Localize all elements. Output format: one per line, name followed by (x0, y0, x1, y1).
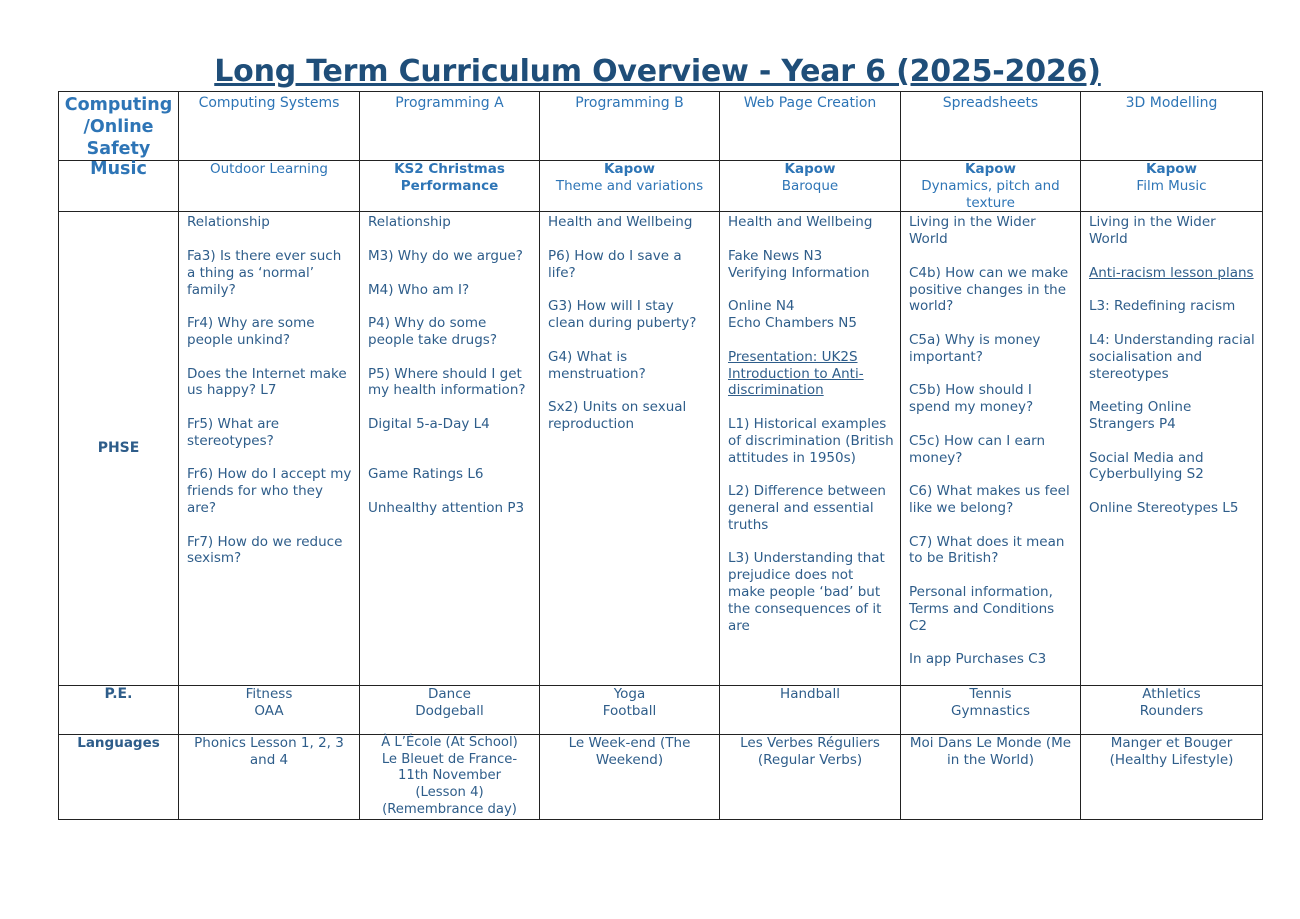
languages-line: Phonics Lesson 1, 2, 3 and 4 (194, 734, 344, 768)
phse-item: L2) Difference between general and essential truths (728, 483, 886, 533)
phse-item: C6) What makes us feel like we belong? (909, 483, 1070, 516)
phse-item: Health and Wellbeing (728, 214, 873, 231)
phse-subject: PHSE (59, 212, 179, 685)
languages-line: (Lesson 4) (415, 785, 484, 801)
phse-cell (540, 212, 720, 685)
pe-activity: Athletics (1142, 685, 1201, 702)
pe-activity: Football (602, 702, 657, 719)
music-row (59, 161, 1263, 212)
languages-row (59, 734, 1263, 819)
phse-item: C5b) How should I spend my money? (909, 382, 1034, 416)
phse-item: Verifying Information (728, 264, 870, 281)
languages-line: À L’École (At School) (381, 734, 518, 750)
pe-subject: P.E. (59, 685, 179, 734)
pe-row (59, 685, 1263, 734)
phse-item: Personal information, Terms and Conditions C2 (909, 583, 1055, 634)
music-cell (720, 161, 901, 212)
music-cell (360, 161, 540, 212)
phse-cell (179, 212, 360, 685)
pe-activity: Rounders (1139, 702, 1204, 719)
music-cell (179, 161, 360, 212)
languages-line: (Remembrance day) (382, 801, 517, 817)
languages-cell (179, 734, 360, 819)
phse-item: Digital 5-a-Day L4 (368, 415, 490, 432)
phse-item: Online N4 (728, 298, 795, 315)
languages-line: Moi Dans Le Monde (Me in the World) (909, 734, 1072, 768)
pe-activity: OAA (254, 702, 284, 719)
phse-item: Unhealthy attention P3 (368, 499, 525, 516)
music-cell-text: Theme and variations (555, 177, 704, 194)
pe-activity: Tennis (969, 685, 1012, 702)
phse-item: Relationship (187, 214, 270, 231)
music-cell-bold: Kapow (604, 161, 655, 177)
presentation-link[interactable]: Presentation: UK2S Introduction to Anti-discrimination (728, 348, 864, 399)
computing-cell: Programming A (360, 92, 540, 161)
pe-activity: Dance (428, 685, 471, 702)
computing-cell: Spreadsheets (901, 92, 1081, 161)
phse-item: Does the Internet make us happy? L7 (187, 365, 347, 399)
phse-cell (720, 212, 901, 685)
pe-cell (901, 685, 1081, 734)
anti-racism-link[interactable]: Anti-racism lesson plans (1089, 264, 1254, 281)
music-cell-text: Baroque (781, 177, 839, 194)
phse-item: P4) Why do some people take drugs? (368, 315, 497, 348)
phse-item: C4b) How can we make positive changes in the world? (909, 264, 1069, 315)
phse-item: Online Stereotypes L5 (1089, 499, 1239, 516)
pe-cell (179, 685, 360, 734)
phse-item: Fa3) Is there ever such a thing as ‘normal’ family? (187, 247, 342, 298)
phse-item: P6) How do I save a life? (548, 247, 682, 281)
computing-subject: Computing /Online Safety (59, 92, 179, 161)
phse-item: Game Ratings L6 (368, 466, 484, 483)
languages-line: Le Week-end (The Weekend) (568, 734, 691, 768)
languages-cell (1081, 734, 1263, 819)
computing-cell: Programming B (540, 92, 720, 161)
phse-item: C5c) How can I earn money? (909, 432, 1046, 466)
phse-item: C5a) Why is money important? (909, 331, 1041, 365)
phse-item: Health and Wellbeing (548, 214, 693, 231)
music-cell-bold: Kapow (784, 161, 836, 177)
phse-item: Living in the Wider World (1089, 214, 1216, 248)
pe-activity: Gymnastics (951, 702, 1030, 719)
pe-cell (720, 685, 901, 734)
phse-item: Meeting Online Strangers P4 (1089, 399, 1192, 432)
phse-item: Fr4) Why are some people unkind? (187, 315, 315, 348)
phse-item: Living in the Wider World (909, 214, 1036, 248)
phse-item: Fr5) What are stereotypes? (187, 415, 280, 449)
page-title: Long Term Curriculum Overview - Year 6 (2025-2026) (214, 54, 1101, 89)
phse-cell (901, 212, 1081, 685)
curriculum-table (58, 91, 1263, 820)
phse-item: In app Purchases C3 (909, 651, 1047, 668)
phse-cell (1081, 212, 1263, 685)
computing-row (59, 92, 1263, 161)
pe-cell (360, 685, 540, 734)
languages-cell (720, 734, 901, 819)
phse-item: C7) What does it mean to be British? (909, 533, 1065, 567)
languages-line: Manger et Bouger (Healthy Lifestyle) (1109, 734, 1234, 768)
phse-item: G3) How will I stay clean during puberty? (548, 298, 697, 332)
phse-item: Fr7) How do we reduce sexism? (187, 533, 343, 567)
pe-activity: Yoga (613, 685, 646, 702)
phse-item: L4: Understanding racial socialisation and stereotypes (1089, 331, 1255, 382)
phse-item: P5) Where should I get my health information? (368, 365, 526, 399)
computing-cell: Web Page Creation (720, 92, 901, 161)
music-subject: Music (59, 161, 179, 212)
pe-activity: Handball (780, 685, 840, 702)
phse-item: Echo Chambers N5 (728, 315, 857, 332)
phse-item: M4) Who am I? (368, 281, 470, 298)
languages-line: Les Verbes Réguliers (Regular Verbs) (740, 734, 880, 768)
phse-item: Fr6) How do I accept my friends for who they are? (187, 466, 352, 516)
music-cell (1081, 161, 1263, 212)
phse-row (59, 212, 1263, 685)
phse-item: L3) Understanding that prejudice does not make people ‘bad’ but the consequences of it are (728, 550, 885, 634)
phse-item: G4) What is menstruation? (548, 348, 646, 382)
music-cell-bold: Kapow (1146, 161, 1197, 177)
computing-cell: 3D Modelling (1081, 92, 1263, 161)
languages-cell (540, 734, 720, 819)
phse-item: L1) Historical examples of discrimination (British attitudes in 1950s) (728, 415, 894, 466)
music-cell-text: Dynamics, pitch and texture (921, 177, 1060, 211)
computing-cell: Computing Systems (179, 92, 360, 161)
phse-item: Social Media and Cyberbullying S2 (1089, 449, 1204, 483)
pe-activity: Dodgeball (415, 702, 484, 719)
pe-cell (1081, 685, 1263, 734)
phse-item: Fake News N3 (728, 247, 823, 264)
languages-cell (901, 734, 1081, 819)
music-cell (901, 161, 1081, 212)
music-cell-text: Film Music (1136, 177, 1207, 194)
phse-item: L3: Redefining racism (1089, 298, 1236, 315)
phse-cell (360, 212, 540, 685)
pe-cell (540, 685, 720, 734)
music-cell-bold: Kapow (965, 161, 1016, 177)
languages-subject: Languages (59, 734, 179, 819)
music-cell (540, 161, 720, 212)
pe-activity: Fitness (245, 685, 293, 702)
phse-item: Sx2) Units on sexual reproduction (548, 399, 687, 432)
languages-cell (360, 734, 540, 819)
music-cell-text: Outdoor Learning (209, 161, 328, 177)
music-cell-bold: KS2 Christmas Performance (394, 161, 505, 194)
phse-item: Relationship (368, 214, 451, 231)
phse-item: M3) Why do we argue? (368, 247, 523, 264)
languages-line: Le Bleuet de France- 11th November (381, 751, 518, 784)
